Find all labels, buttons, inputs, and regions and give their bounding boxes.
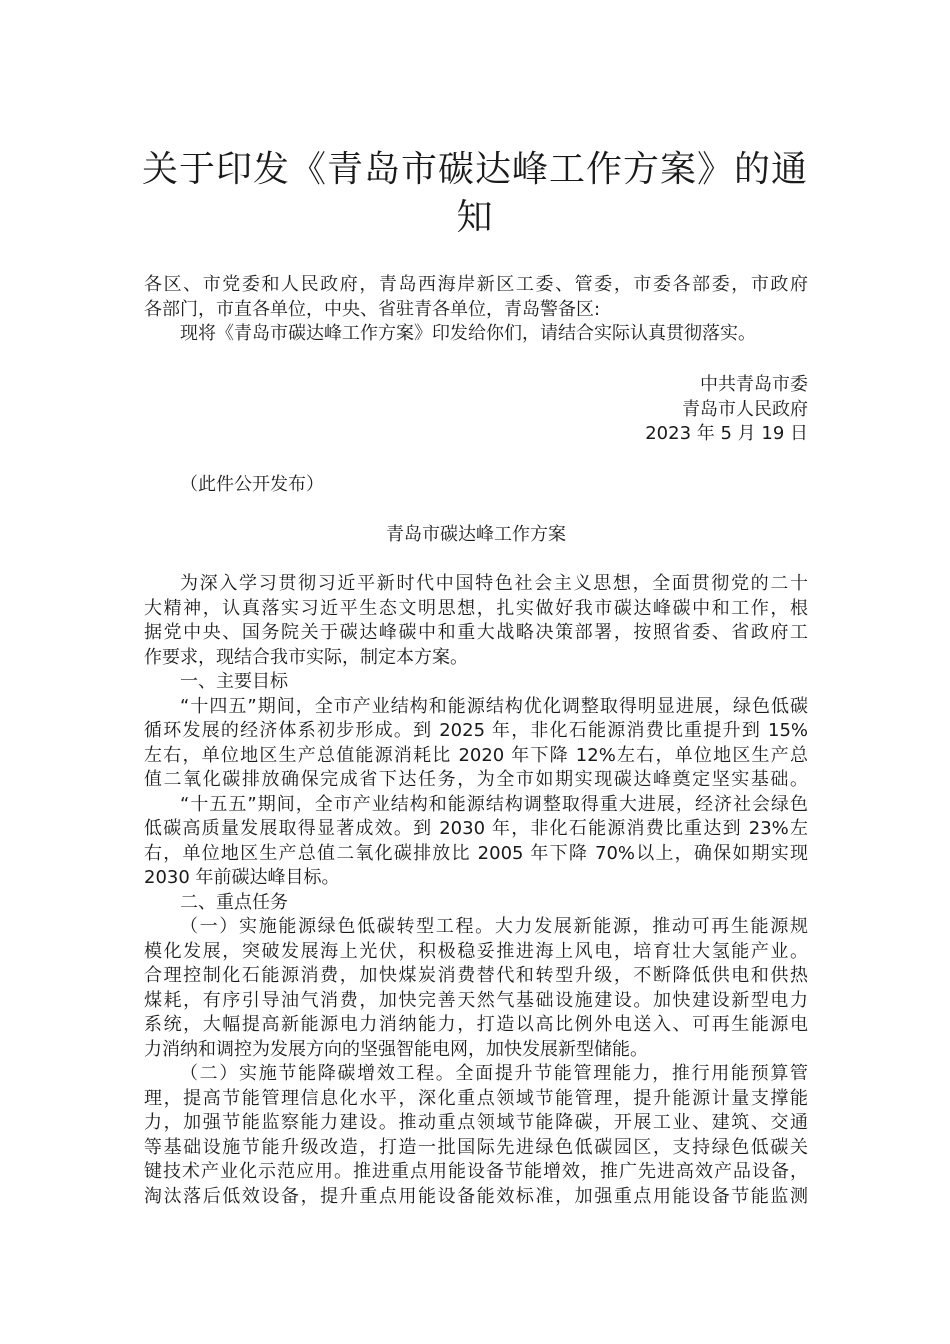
section-heading-1: 一、主要目标 bbox=[180, 671, 288, 692]
goal1-line: “十四五”期间，全市产业结构和能源结构优化调整取得明显进展，绿色低碳 bbox=[180, 695, 808, 717]
plan-title: 青岛市碳达峰工作方案 bbox=[386, 524, 566, 545]
document-title bbox=[120, 146, 830, 242]
intro-line: 作要求，现结合我市实际，制定本方案。 bbox=[144, 646, 468, 668]
task2-line: 键技术产业化示范应用。推进重点用能设备节能增效，推广先进高效产品设备， bbox=[144, 1161, 808, 1182]
plan-title-block bbox=[144, 523, 808, 548]
plan-body bbox=[144, 572, 808, 1209]
intro-line: 据党中央、国务院关于碳达峰碳中和重大战略决策部署，按照省委、省政府工 bbox=[144, 622, 808, 643]
goal1-line: 循环发展的经济体系初步形成。到 2025 年，非化石能源消费比重提升到 15% bbox=[144, 720, 808, 741]
signature-org-2: 青岛市人民政府 bbox=[682, 398, 808, 420]
goal1-line: 左右，单位地区生产总值能源消耗比 2020 年下降 12%左右，单位地区生产总 bbox=[144, 744, 808, 766]
intro-line: 为深入学习贯彻习近平新时代中国特色社会主义思想，全面贯彻党的二十 bbox=[180, 573, 808, 594]
task2-line: 力，加强节能监察能力建设。推动重点领域节能降碳，开展工业、建筑、交通 bbox=[144, 1112, 808, 1133]
intro-line: 大精神，认真落实习近平生态文明思想，扎实做好我市碳达峰碳中和工作，根 bbox=[144, 597, 808, 619]
task1-line: 力消纳和调控为发展方向的坚强智能电网，加快发展新型储能。 bbox=[144, 1038, 648, 1060]
section-heading-2: 二、重点任务 bbox=[180, 891, 288, 913]
task1-line: 合理控制化石能源消费，加快煤炭消费替代和转型升级，不断降低供电和供热 bbox=[144, 965, 808, 986]
task1-line: 系统，大幅提高新能源电力消纳能力，打造以高比例外电送入、可再生能源电 bbox=[144, 1014, 808, 1035]
task2-line: 等基础设施节能升级改造，打造一批国际先进绿色低碳园区，支持绿色低碳关 bbox=[144, 1136, 808, 1158]
task2-line: 淘汰落后低效设备，提升重点用能设备能效标准，加强重点用能设备节能监测 bbox=[144, 1185, 808, 1207]
title-line: 知 bbox=[456, 197, 494, 239]
goal2-line: 2030 年前碳达峰目标。 bbox=[144, 867, 340, 888]
task2-line: 理，提高节能管理信息化水平，深化重点领域节能管理，提升能源计量支撑能 bbox=[144, 1087, 808, 1109]
goal2-line: “十五五”期间，全市产业结构和能源结构调整取得重大进展，经济社会绿色 bbox=[180, 793, 808, 815]
title-line: 关于印发《青岛市碳达峰工作方案》的通 bbox=[141, 149, 808, 191]
addressee-block bbox=[144, 273, 808, 347]
task1-line: 模化发展，突破发展海上光伏，积极稳妥推进海上风电，培育壮大氢能产业。 bbox=[144, 940, 808, 962]
notice-text: 现将《青岛市碳达峰工作方案》印发给你们，请结合实际认真贯彻落实。 bbox=[180, 323, 756, 344]
addressee-line: 各区、市党委和人民政府，青岛西海岸新区工委、管委，市委各部委，市政府 bbox=[144, 274, 808, 295]
signature-date: 2023 年 5 月 19 日 bbox=[645, 423, 808, 444]
signature-org-1: 中共青岛市委 bbox=[700, 374, 808, 395]
goal2-line: 低碳高质量发展取得显著成效。到 2030 年，非化石能源消费比重达到 23%左 bbox=[144, 818, 808, 839]
task2-line: （二）实施节能降碳增效工程。全面提升节能管理能力，推行用能预算管 bbox=[180, 1063, 808, 1084]
task1-line: （一）实施能源绿色低碳转型工程。大力发展新能源，推动可再生能源规 bbox=[180, 916, 808, 937]
signature-block bbox=[144, 373, 808, 447]
goal2-line: 右，单位地区生产总值二氧化碳排放比 2005 年下降 70%以上，确保如期实现 bbox=[144, 842, 808, 864]
addressee-line: 各部门，市直各单位，中央、省驻青各单位，青岛警备区: bbox=[144, 298, 601, 320]
publication-note: （此件公开发布） bbox=[180, 474, 324, 495]
task1-line: 煤耗，有序引导油气消费，加快完善天然气基础设施建设。加快建设新型电力 bbox=[144, 989, 808, 1011]
publication-note-block bbox=[144, 473, 808, 498]
goal1-line: 值二氧化碳排放确保完成省下达任务，为全市如期实现碳达峰奠定坚实基础。 bbox=[144, 769, 808, 790]
